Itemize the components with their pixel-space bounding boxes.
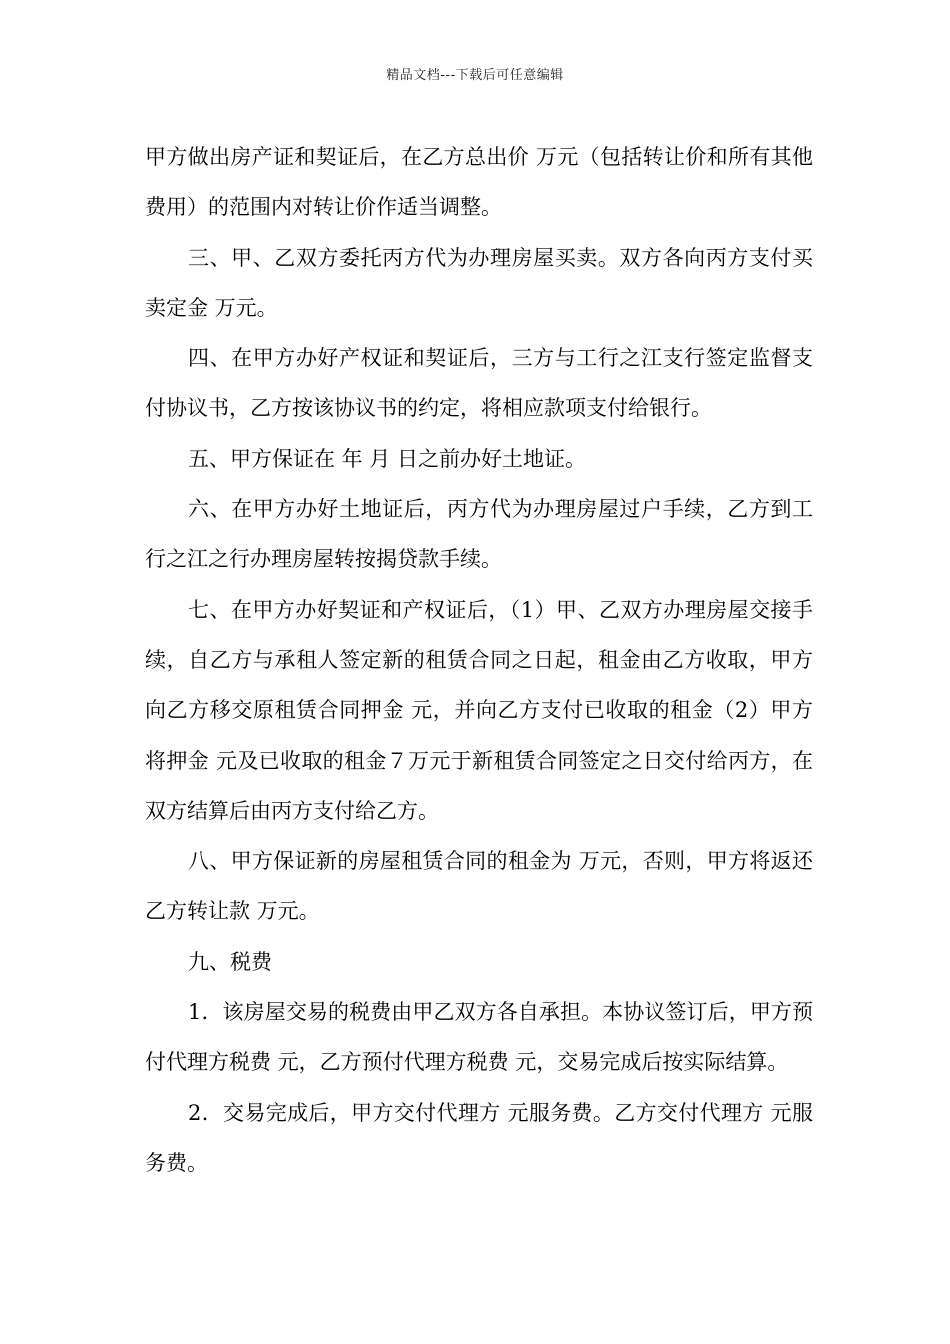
paragraph-3: 四、在甲方办好产权证和契证后，三方与工行之江支行签定监督支付协议书，乙方按该协议书的约定，将相应款项支付给银行。 xyxy=(145,346,813,421)
paragraph-10: 2．交易完成后，甲方交付代理方 元服务费。乙方交付代理方 元服务费。 xyxy=(145,1100,813,1175)
paragraph-2: 三、甲、乙双方委托丙方代为办理房屋买卖。双方各向丙方支付买卖定金 万元。 xyxy=(145,245,813,320)
paragraph-5: 六、在甲方办好土地证后，丙方代为办理房屋过户手续，乙方到工行之江之行办理房屋转按揭贷款手续。 xyxy=(145,497,813,572)
paragraph-7: 八、甲方保证新的房屋租赁合同的租金为 万元，否则，甲方将返还乙方转让款 万元。 xyxy=(145,849,813,924)
paragraph-8: 九、税费 xyxy=(188,949,272,974)
paragraph-1: 甲方做出房产证和契证后，在乙方总出价 万元（包括转让价和所有其他费用）的范围内对转让价作适当调整。 xyxy=(145,145,813,220)
paragraph-9: 1．该房屋交易的税费由甲乙双方各自承担。本协议签订后，甲方预付代理方税费 元，乙方预付代理方税费 元，交易完成后按实际结算。 xyxy=(145,1000,813,1075)
document-body xyxy=(145,132,813,1188)
paragraph-6: 七、在甲方办好契证和产权证后，（1）甲、乙双方办理房屋交接手续，自乙方与承租人签定新的租赁合同之日起，租金由乙方收取，甲方向乙方移交原租赁合同押金 元，并向乙方支付已收取的租金（2）甲方将押金 元及已收取的租金７万元于新租赁合同签定之日交付给丙方，在双方结算后由丙方支付给乙方。 xyxy=(145,597,813,823)
page-header: 精品文档---下载后可任意编辑 xyxy=(386,68,564,83)
paragraph-4: 五、甲方保证在 年 月 日之前办好土地证。 xyxy=(188,446,587,471)
